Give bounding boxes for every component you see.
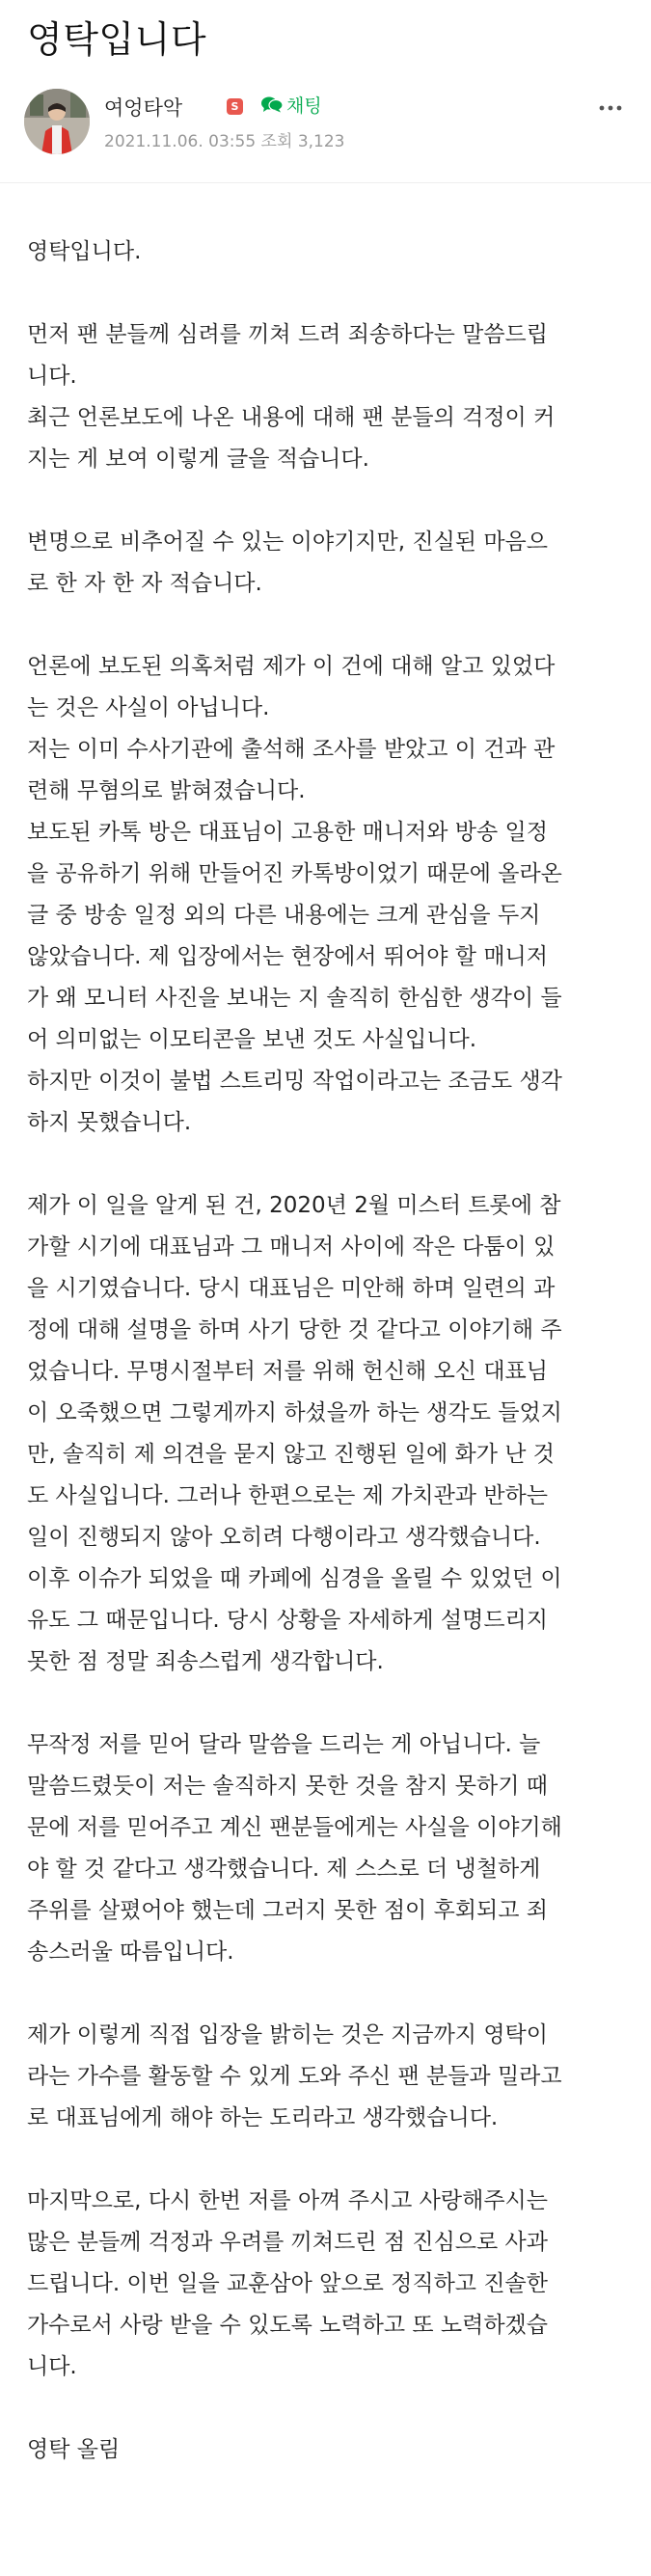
- body-text-line: 보도된 카톡 방은 대표님이 고용한 매니저와 방송 일정: [27, 820, 548, 845]
- author-name[interactable]: 여엉타악: [104, 96, 183, 120]
- body-text-line: 못한 점 정말 죄송스럽게 생각합니다.: [27, 1649, 384, 1674]
- body-text-line: 하지 못했습니다.: [27, 1110, 192, 1135]
- body-text-line: 최근 언론보도에 나온 내용에 대해 팬 분들의 걱정이 커: [27, 405, 556, 430]
- post-datetime: 2021.11.06. 03:55: [104, 132, 257, 151]
- author-avatar[interactable]: [24, 89, 90, 154]
- body-paragraph: [27, 646, 627, 1144]
- body-text-line: 않았습니다. 제 입장에서는 현장에서 뛰어야 할 매니저: [27, 944, 548, 969]
- body-text-line: 가수로서 사랑 받을 수 있도록 노력하고 또 노력하겠습: [27, 2313, 548, 2338]
- body-text-line: 제가 이렇게 직접 입장을 밝히는 것은 지금까지 영탁이: [27, 2022, 548, 2047]
- body-text-line: 을 공유하기 위해 만들어진 카톡방이었기 때문에 올라온: [27, 861, 562, 886]
- post-views-count: 3,123: [297, 132, 345, 151]
- post-title: 영탁입니다: [27, 18, 207, 61]
- body-paragraph: [27, 522, 627, 605]
- body-text-line: 이 오죽했으면 그렇게까지 하셨을까 하는 생각도 들었지: [27, 1400, 562, 1425]
- header-divider: [0, 182, 651, 183]
- body-text-line: 니다.: [27, 364, 77, 389]
- body-text-line: 는 것은 사실이 아닙니다.: [27, 695, 270, 720]
- body-text-line: 었습니다. 무명시절부터 저를 위해 헌신해 오신 대표님: [27, 1359, 548, 1384]
- post-meta: [104, 127, 344, 151]
- author-info: [24, 87, 627, 156]
- body-text-line: 련해 무혐의로 밝혀졌습니다.: [27, 778, 306, 803]
- body-text-line: 문에 저를 믿어주고 계신 팬분들에게는 사실을 이야기해: [27, 1815, 562, 1840]
- body-text-line: 가 왜 모니터 사진을 보내는 지 솔직히 한심한 생각이 들: [27, 986, 562, 1011]
- body-text-line: 먼저 팬 분들께 심려를 끼쳐 드려 죄송하다는 말씀드립: [27, 322, 548, 347]
- body-text-line: 송스러울 따름입니다.: [27, 1939, 234, 1965]
- body-paragraph: [27, 2181, 627, 2388]
- body-text-line: 을 시기였습니다. 당시 대표님은 미안해 하며 일련의 과: [27, 1276, 556, 1301]
- body-text-line: 일이 진행되지 않아 오히려 다행이라고 생각했습니다.: [27, 1525, 541, 1550]
- body-text-line: 어 의미없는 이모티콘을 보낸 것도 사실입니다.: [27, 1027, 477, 1052]
- body-text-line: 만, 솔직히 제 의견을 묻지 않고 진행된 일에 화가 난 것: [27, 1442, 555, 1467]
- avatar-photo-icon: [24, 89, 90, 154]
- body-text-line: 언론에 보도된 의혹처럼 제가 이 건에 대해 알고 있었다: [27, 654, 556, 679]
- author-grade-badge: S: [227, 98, 243, 115]
- chat-button-label: 채팅: [286, 95, 322, 117]
- body-text-line: 유도 그 때문입니다. 당시 상황을 자세하게 설명드리지: [27, 1608, 548, 1633]
- post-views-label: 조회: [260, 132, 293, 151]
- body-paragraph: [27, 2015, 627, 2139]
- body-text-line: 로 대표님에게 해야 하는 도리라고 생각했습니다.: [27, 2105, 499, 2130]
- body-paragraph: [27, 231, 627, 273]
- body-text-line: 영탁 올림: [27, 2437, 121, 2462]
- body-text-line: 도 사실입니다. 그러나 한편으로는 제 가치관과 반하는: [27, 1483, 548, 1508]
- body-text-line: 많은 분들께 걱정과 우려를 끼쳐드린 점 진심으로 사과: [27, 2230, 548, 2255]
- body-paragraph: [27, 1724, 627, 1973]
- more-options-button[interactable]: [594, 98, 627, 118]
- body-text-line: 제가 이 일을 알게 된 건, 2020년 2월 미스터 트롯에 참: [27, 1193, 561, 1218]
- body-text-line: 야 할 것 같다고 생각했습니다. 제 스스로 더 냉철하게: [27, 1857, 541, 1882]
- more-dots-icon: [594, 98, 627, 118]
- body-text-line: 말씀드렸듯이 저는 솔직하지 못한 것을 참지 못하기 때: [27, 1774, 548, 1799]
- body-text-line: 정에 대해 설명을 하며 사기 당한 것 같다고 이야기해 주: [27, 1317, 562, 1342]
- body-paragraph: [27, 314, 627, 480]
- body-text-line: 저는 이미 수사기관에 출석해 조사를 받았고 이 건과 관: [27, 737, 556, 762]
- body-text-line: 마지막으로, 다시 한번 저를 아껴 주시고 사랑해주시는: [27, 2188, 548, 2213]
- body-text-line: 글 중 방송 일정 외의 다른 내용에는 크게 관심을 두지: [27, 903, 541, 928]
- body-text-line: 니다.: [27, 2354, 77, 2379]
- body-text-line: 영탁입니다.: [27, 239, 142, 264]
- chat-button[interactable]: [260, 93, 322, 116]
- chat-bubble-icon: [260, 95, 284, 113]
- body-text-line: 드립니다. 이번 일을 교훈삼아 앞으로 정직하고 진솔한: [27, 2271, 548, 2296]
- body-text-line: 이후 이슈가 되었을 때 카페에 심경을 올릴 수 있었던 이: [27, 1566, 562, 1591]
- body-text-line: 무작정 저를 믿어 달라 말씀을 드리는 게 아닙니다. 늘: [27, 1732, 541, 1757]
- body-text-line: 변명으로 비추어질 수 있는 이야기지만, 진실된 마음으: [27, 529, 548, 555]
- body-paragraph: [27, 2429, 627, 2471]
- post-body: [27, 231, 627, 2471]
- body-paragraph: [27, 1185, 627, 1683]
- body-text-line: 가할 시기에 대표님과 그 매니저 사이에 작은 다툼이 있: [27, 1234, 556, 1260]
- body-text-line: 로 한 자 한 자 적습니다.: [27, 571, 262, 596]
- body-text-line: 주위를 살폈어야 했는데 그러지 못한 점이 후회되고 죄: [27, 1898, 548, 1923]
- body-text-line: 라는 가수를 활동할 수 있게 도와 주신 팬 분들과 밀라고: [27, 2064, 562, 2089]
- body-text-line: 하지만 이것이 불법 스트리밍 작업이라고는 조금도 생각: [27, 1069, 562, 1094]
- body-text-line: 지는 게 보여 이렇게 글을 적습니다.: [27, 447, 369, 472]
